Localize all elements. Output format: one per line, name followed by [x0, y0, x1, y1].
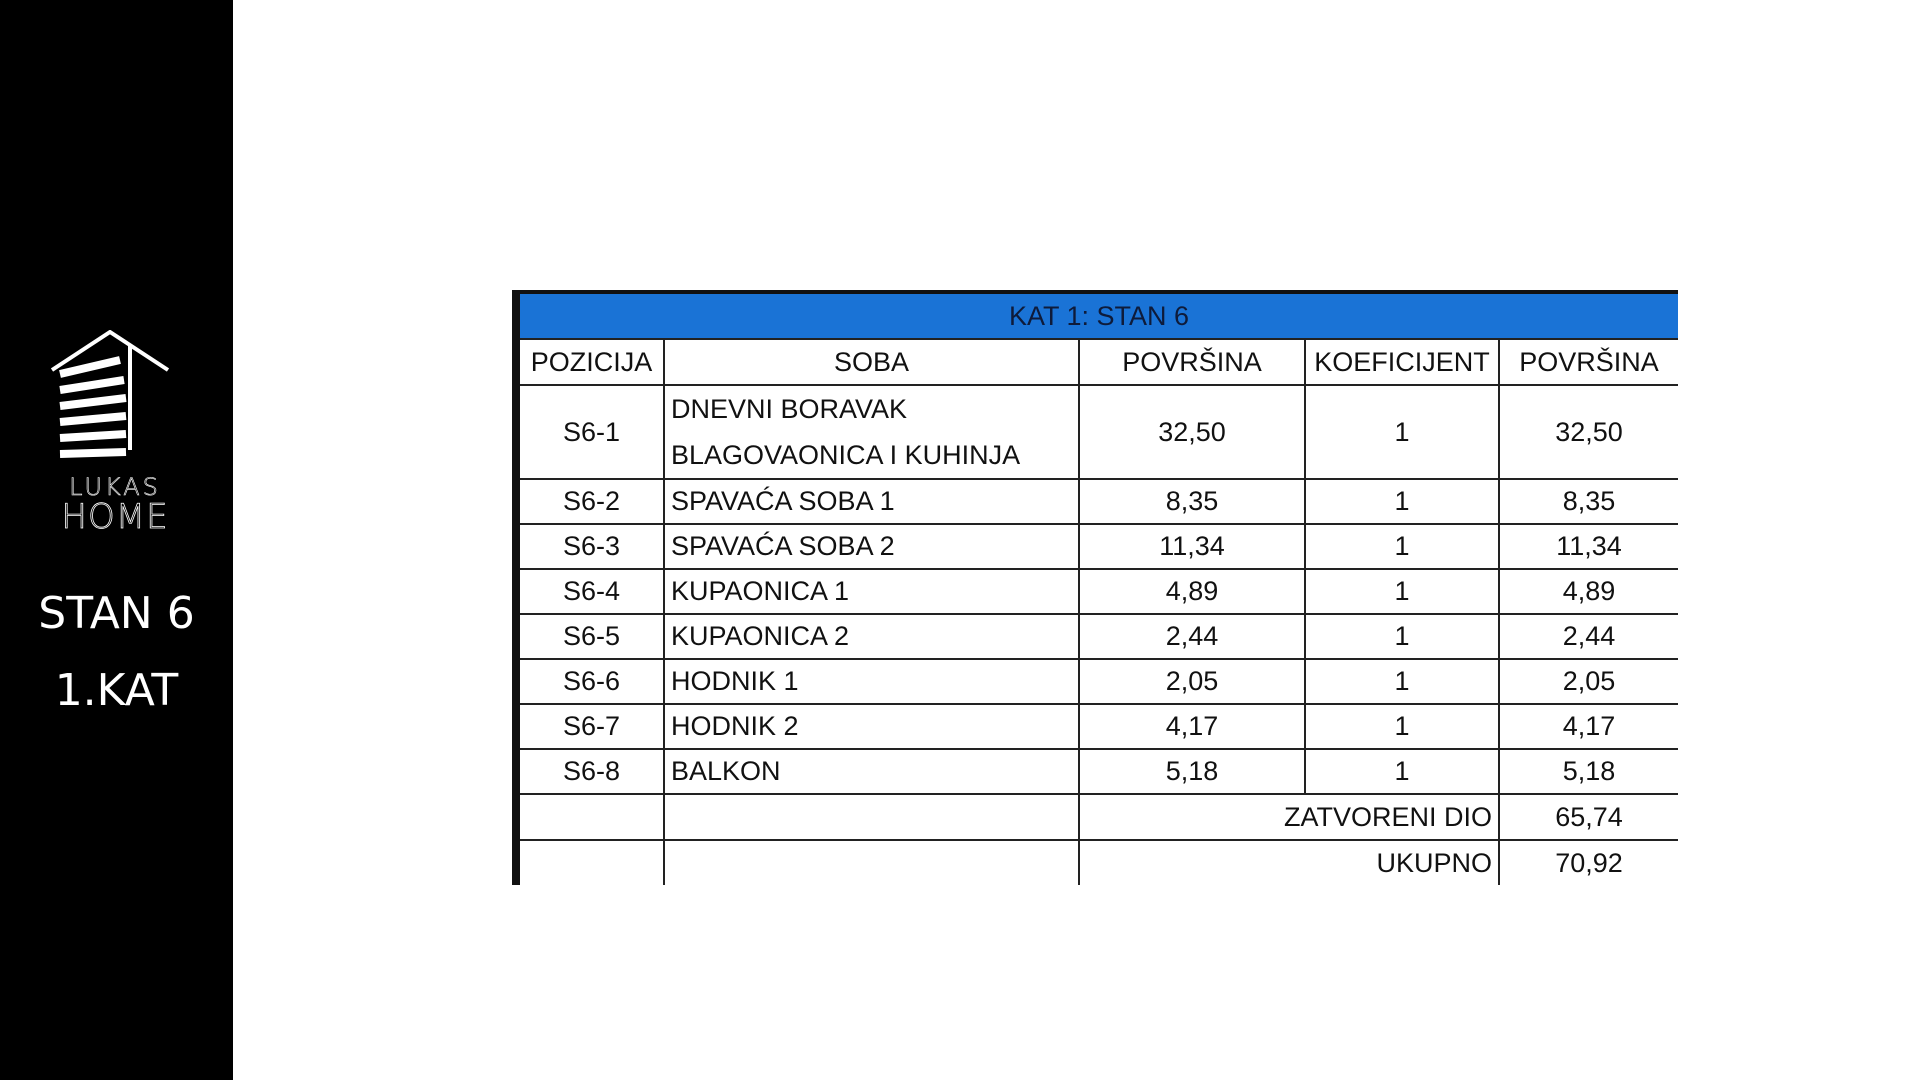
cell-soba — [664, 385, 1079, 479]
cell-pozicija: S6-3 — [516, 524, 664, 569]
cell-povrsina-total: 11,34 — [1499, 524, 1678, 569]
area-table — [512, 290, 1678, 885]
floor-title: 1.KAT — [54, 665, 179, 716]
cell-pozicija: S6-4 — [516, 569, 664, 614]
cell-soba: BALKON — [664, 749, 1079, 794]
total-value: 65,74 — [1499, 794, 1678, 840]
cell-soba: SPAVAĆA SOBA 1 — [664, 479, 1079, 524]
header-koeficijent: KOEFICIJENT — [1305, 339, 1499, 385]
cell-empty — [664, 794, 1079, 840]
header-row — [516, 339, 1678, 385]
cell-pozicija: S6-5 — [516, 614, 664, 659]
header-povrsina-total: POVRŠINA — [1499, 339, 1678, 385]
table-row — [516, 659, 1678, 704]
cell-koeficijent: 1 — [1305, 569, 1499, 614]
sidebar — [0, 0, 233, 1080]
cell-povrsina-total: 2,44 — [1499, 614, 1678, 659]
table-row — [516, 479, 1678, 524]
cell-povrsina: 11,34 — [1079, 524, 1305, 569]
cell-povrsina: 8,35 — [1079, 479, 1305, 524]
cell-soba-line2: BLAGOVAONICA I KUHINJA — [671, 440, 1021, 470]
cell-povrsina: 4,17 — [1079, 704, 1305, 749]
area-table-container — [512, 290, 1678, 890]
cell-povrsina: 2,05 — [1079, 659, 1305, 704]
cell-povrsina: 32,50 — [1079, 385, 1305, 479]
cell-koeficijent: 1 — [1305, 524, 1499, 569]
cell-koeficijent: 1 — [1305, 704, 1499, 749]
cell-koeficijent: 1 — [1305, 659, 1499, 704]
apartment-title: STAN 6 — [38, 588, 195, 639]
table-title: KAT 1: STAN 6 — [516, 292, 1678, 339]
cell-koeficijent: 1 — [1305, 385, 1499, 479]
cell-koeficijent: 1 — [1305, 614, 1499, 659]
total-label: ZATVORENI DIO — [1079, 794, 1499, 840]
cell-pozicija: S6-2 — [516, 479, 664, 524]
cell-empty — [516, 840, 664, 885]
table-row — [516, 704, 1678, 749]
table-row — [516, 614, 1678, 659]
cell-soba-line1: DNEVNI BORAVAK — [671, 394, 908, 424]
cell-pozicija: S6-7 — [516, 704, 664, 749]
cell-povrsina: 4,89 — [1079, 569, 1305, 614]
cell-povrsina-total: 4,17 — [1499, 704, 1678, 749]
table-row — [516, 524, 1678, 569]
header-pozicija: POZICIJA — [516, 339, 664, 385]
table-row — [516, 749, 1678, 794]
cell-pozicija: S6-8 — [516, 749, 664, 794]
table-row — [516, 569, 1678, 614]
lukas-home-logo — [40, 330, 190, 537]
cell-empty — [516, 794, 664, 840]
logo-text-home: HOME — [61, 497, 169, 537]
header-povrsina: POVRŠINA — [1079, 339, 1305, 385]
cell-soba: HODNIK 1 — [664, 659, 1079, 704]
cell-koeficijent: 1 — [1305, 749, 1499, 794]
table-row — [516, 385, 1678, 479]
cell-povrsina-total: 4,89 — [1499, 569, 1678, 614]
logo-text-lukas: LUKAS — [69, 473, 161, 501]
total-row-ukupno — [516, 840, 1678, 885]
total-value: 70,92 — [1499, 840, 1678, 885]
cell-empty — [664, 840, 1079, 885]
cell-pozicija: S6-6 — [516, 659, 664, 704]
cell-povrsina-total: 2,05 — [1499, 659, 1678, 704]
cell-povrsina: 5,18 — [1079, 749, 1305, 794]
total-row-zatvoreni — [516, 794, 1678, 840]
cell-povrsina-total: 32,50 — [1499, 385, 1678, 479]
total-label: UKUPNO — [1079, 840, 1499, 885]
cell-soba: KUPAONICA 2 — [664, 614, 1079, 659]
cell-soba: KUPAONICA 1 — [664, 569, 1079, 614]
cell-povrsina-total: 8,35 — [1499, 479, 1678, 524]
cell-pozicija: S6-1 — [516, 385, 664, 479]
cell-povrsina-total: 5,18 — [1499, 749, 1678, 794]
building-logo-icon — [40, 330, 170, 470]
cell-soba: SPAVAĆA SOBA 2 — [664, 524, 1079, 569]
cell-povrsina: 2,44 — [1079, 614, 1305, 659]
cell-soba: HODNIK 2 — [664, 704, 1079, 749]
cell-koeficijent: 1 — [1305, 479, 1499, 524]
header-soba: SOBA — [664, 339, 1079, 385]
table-title-row — [516, 292, 1678, 339]
